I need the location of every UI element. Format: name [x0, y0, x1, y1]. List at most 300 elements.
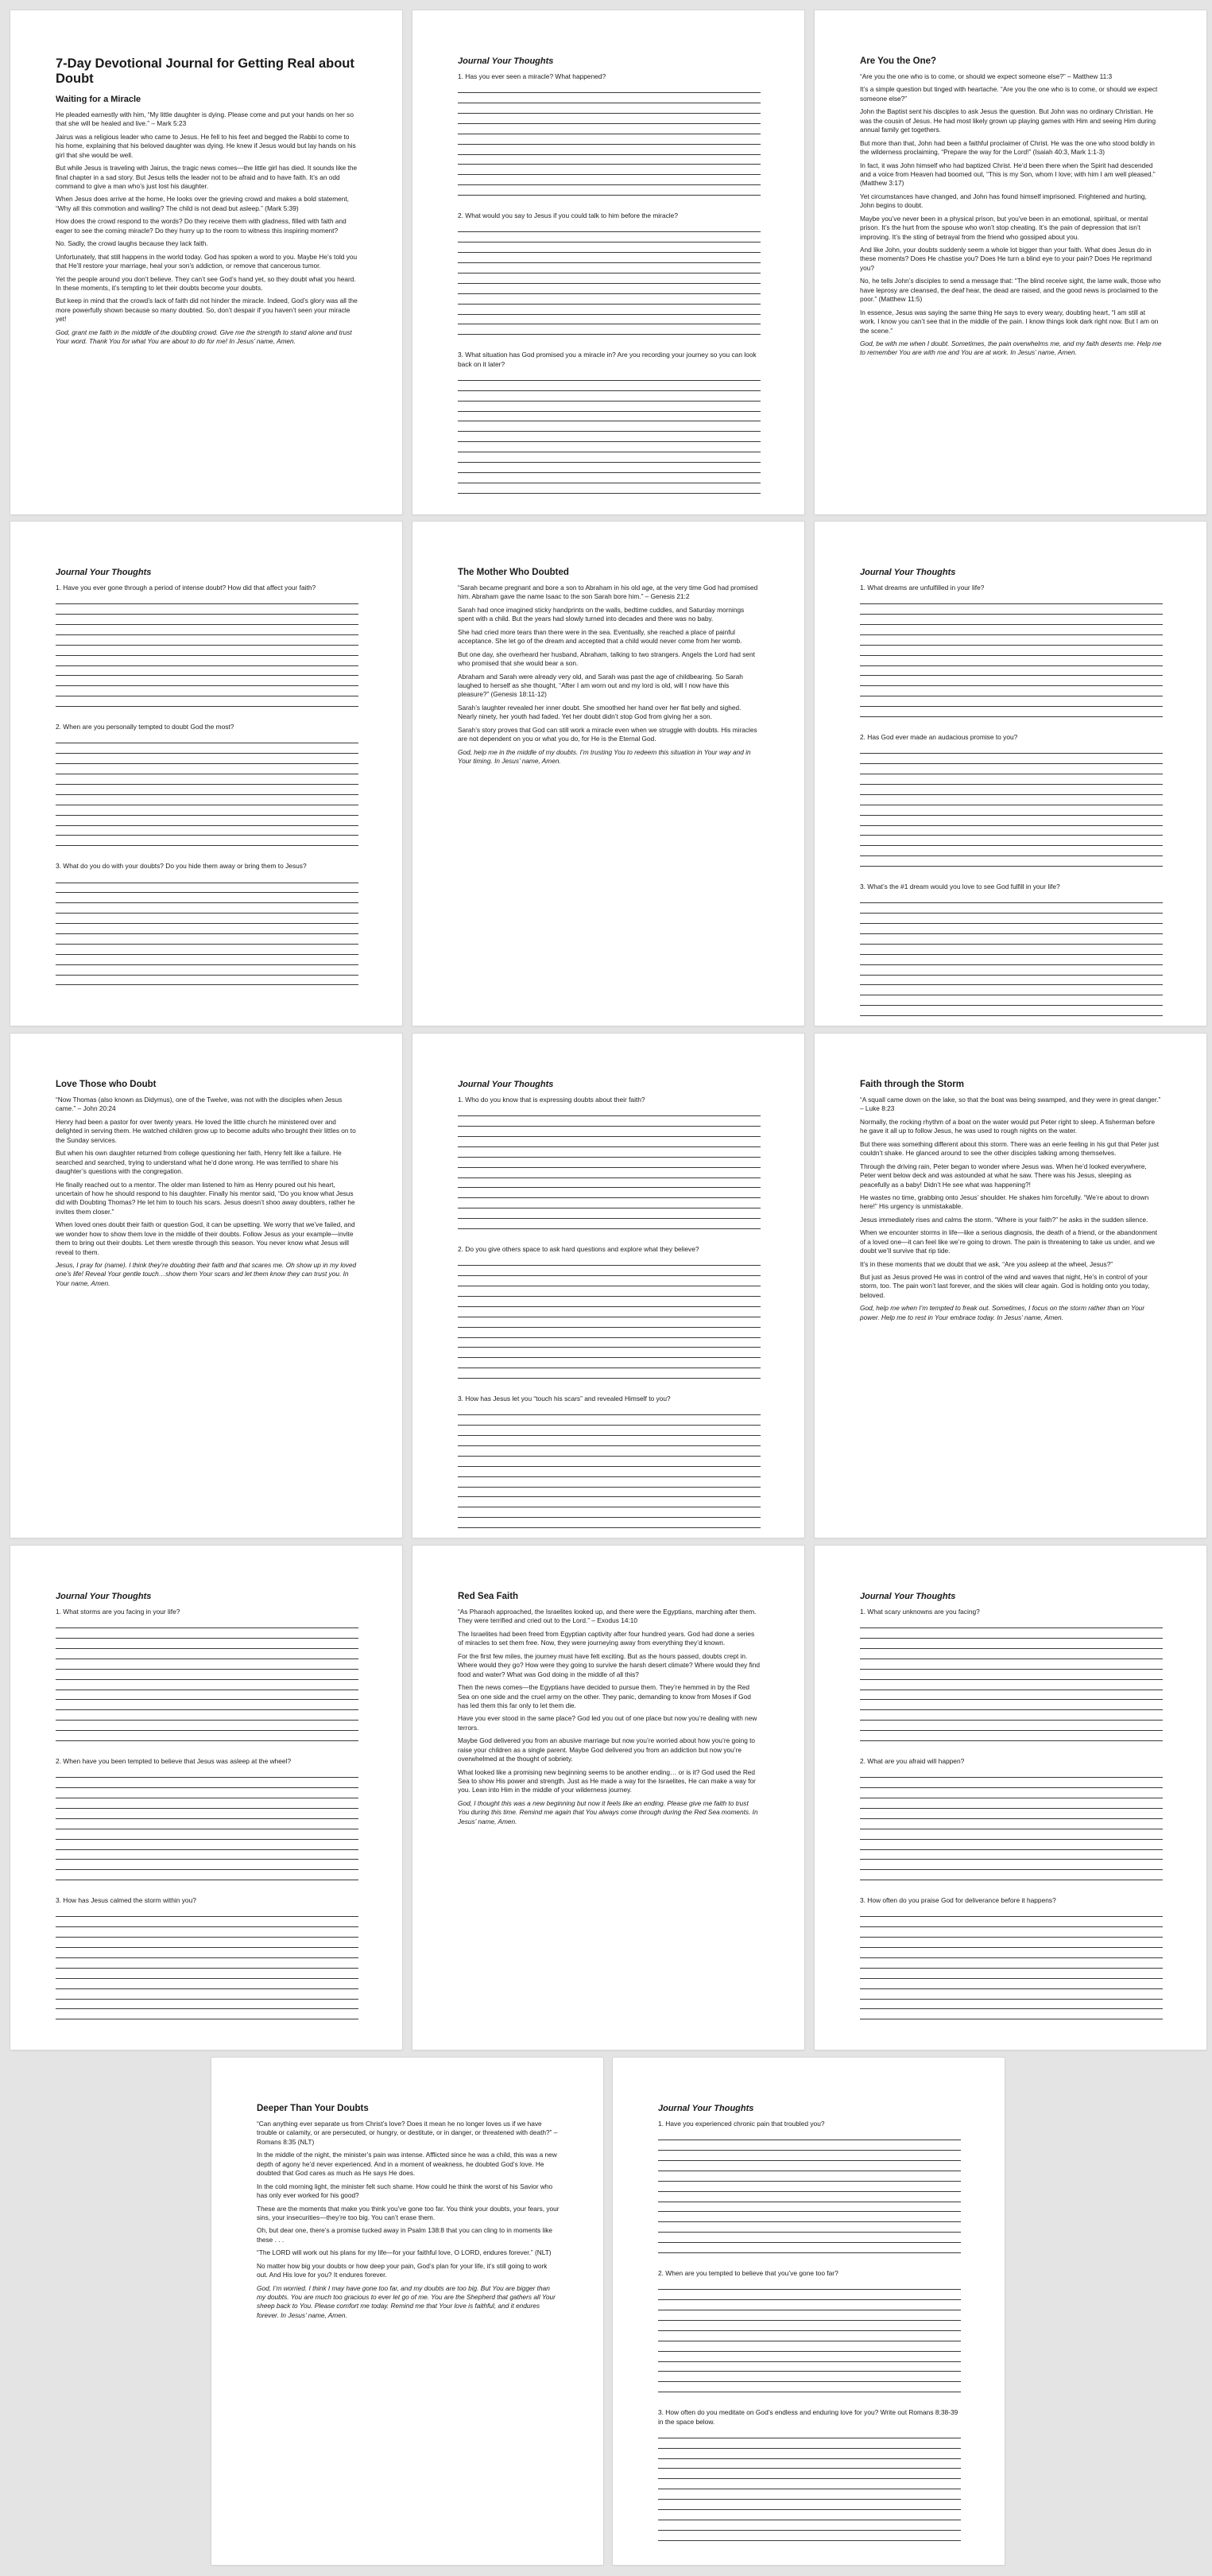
- writing-line[interactable]: [56, 743, 358, 754]
- writing-line[interactable]: [658, 2510, 961, 2520]
- writing-lines[interactable]: [658, 2279, 961, 2392]
- devotional-paragraph: He finally reached out to a mentor. The older man listened to him as Henry poured out his heart, uncertain of how he should respond to his daughter. Finally his mentor said, “Do you know what Jesus did with Doubting Thomas? He let him to touch his scars. Jesus doesn’t shoo away doubters, rather he invites them closer.”: [56, 1180, 355, 1216]
- writing-line[interactable]: [458, 402, 761, 412]
- writing-line[interactable]: [458, 370, 761, 381]
- writing-line[interactable]: [458, 1317, 761, 1328]
- writing-line[interactable]: [860, 686, 1163, 696]
- writing-line[interactable]: [56, 945, 358, 955]
- writing-line[interactable]: [56, 1798, 358, 1809]
- writing-line[interactable]: [658, 2202, 961, 2213]
- writing-line[interactable]: [860, 955, 1163, 965]
- writing-line[interactable]: [658, 2341, 961, 2352]
- journal-question: 1. Have you ever gone through a period of intense doubt? How did that affect your faith?: [56, 584, 316, 592]
- writing-line[interactable]: [56, 976, 358, 986]
- writing-line[interactable]: [860, 656, 1163, 666]
- writing-line[interactable]: [56, 1680, 358, 1690]
- writing-line[interactable]: [458, 253, 761, 263]
- writing-line[interactable]: [658, 2151, 961, 2161]
- writing-line[interactable]: [56, 625, 358, 635]
- writing-line[interactable]: [56, 1649, 358, 1659]
- writing-line[interactable]: [56, 733, 358, 743]
- writing-line[interactable]: [458, 1518, 761, 1528]
- writing-line[interactable]: [860, 604, 1163, 615]
- writing-line[interactable]: [56, 1731, 358, 1741]
- writing-line[interactable]: [458, 1348, 761, 1358]
- writing-line[interactable]: [56, 1958, 358, 1969]
- devotional-paragraph: Through the driving rain, Peter began to wonder where Jesus was. When he’d looked everywhere, Peter went below deck and was astounded at what he saw. There was his Jesus, sleeping as peacefully as a baby! Didn’t He see what was happening?!: [860, 1162, 1147, 1189]
- scripture-quote: “A squall came down on the lake, so that the boat was being swamped, and they were in great danger.” – Luke 8:23: [860, 1096, 1161, 1113]
- writing-line[interactable]: [860, 1690, 1163, 1701]
- writing-line[interactable]: [658, 2182, 961, 2192]
- writing-line[interactable]: [56, 1969, 358, 1979]
- writing-line[interactable]: [458, 1457, 761, 1467]
- devotional-paragraph: No matter how big your doubts or how deep your pain, God’s plan for your life, it’s still going to work out. And His love for you? It endures forever.: [257, 2261, 548, 2279]
- writing-line[interactable]: [860, 934, 1163, 945]
- writing-line[interactable]: [56, 594, 358, 604]
- devotional-title: Red Sea Faith: [458, 1592, 519, 1601]
- writing-line[interactable]: [56, 883, 358, 894]
- writing-line[interactable]: [658, 2279, 961, 2290]
- writing-lines[interactable]: [56, 594, 358, 707]
- writing-line[interactable]: [860, 856, 1163, 867]
- writing-line[interactable]: [56, 1700, 358, 1710]
- writing-lines[interactable]: [458, 1405, 761, 1528]
- writing-line[interactable]: [458, 1116, 761, 1127]
- writing-line[interactable]: [860, 2009, 1163, 2019]
- writing-lines[interactable]: [56, 733, 358, 846]
- writing-lines[interactable]: [56, 873, 358, 986]
- writing-line[interactable]: [860, 1731, 1163, 1741]
- writing-line[interactable]: [860, 785, 1163, 795]
- writing-line[interactable]: [56, 1628, 358, 1639]
- writing-line[interactable]: [860, 795, 1163, 805]
- writing-line[interactable]: [458, 463, 761, 473]
- writing-line[interactable]: [56, 1989, 358, 2000]
- journal-page: [412, 1034, 804, 1538]
- writing-line[interactable]: [458, 1297, 761, 1307]
- writing-line[interactable]: [458, 1415, 761, 1426]
- writing-line[interactable]: [658, 2449, 961, 2459]
- writing-line[interactable]: [860, 1938, 1163, 1948]
- writing-line[interactable]: [458, 442, 761, 452]
- writing-line[interactable]: [658, 2233, 961, 2243]
- writing-line[interactable]: [56, 934, 358, 945]
- writing-line[interactable]: [458, 165, 761, 175]
- devotional-title: Love Those who Doubt: [56, 1080, 157, 1089]
- writing-line[interactable]: [56, 1819, 358, 1829]
- writing-line[interactable]: [56, 836, 358, 846]
- writing-line[interactable]: [458, 1127, 761, 1137]
- writing-line[interactable]: [56, 1618, 358, 1628]
- writing-line[interactable]: [56, 873, 358, 883]
- writing-line[interactable]: [56, 2009, 358, 2019]
- writing-line[interactable]: [860, 676, 1163, 686]
- writing-line[interactable]: [458, 274, 761, 284]
- writing-line[interactable]: [860, 625, 1163, 635]
- writing-line[interactable]: [860, 826, 1163, 836]
- writing-line[interactable]: [458, 432, 761, 442]
- writing-line[interactable]: [860, 646, 1163, 656]
- writing-line[interactable]: [56, 903, 358, 914]
- writing-line[interactable]: [860, 1840, 1163, 1850]
- writing-line[interactable]: [458, 1137, 761, 1147]
- journal-question: 3. What’s the #1 dream would you love to see God fulfill in your life?: [860, 883, 1060, 891]
- writing-line[interactable]: [860, 754, 1163, 764]
- writing-line[interactable]: [860, 1639, 1163, 1649]
- writing-line[interactable]: [860, 1767, 1163, 1778]
- writing-line[interactable]: [458, 1106, 761, 1116]
- writing-lines[interactable]: [56, 1767, 358, 1880]
- writing-line[interactable]: [860, 1958, 1163, 1969]
- writing-line[interactable]: [458, 305, 761, 315]
- writing-line[interactable]: [860, 1670, 1163, 1680]
- writing-line[interactable]: [56, 686, 358, 696]
- writing-line[interactable]: [56, 1690, 358, 1701]
- writing-line[interactable]: [56, 914, 358, 924]
- journal-page: [10, 1546, 402, 2050]
- writing-line[interactable]: [860, 816, 1163, 826]
- journal-question: 2. What are you afraid will happen?: [860, 1757, 965, 1766]
- writing-line[interactable]: [56, 676, 358, 686]
- writing-line[interactable]: [458, 1168, 761, 1178]
- writing-line[interactable]: [56, 1659, 358, 1670]
- writing-line[interactable]: [56, 1948, 358, 1958]
- writing-line[interactable]: [658, 2222, 961, 2233]
- writing-line[interactable]: [458, 452, 761, 463]
- writing-line[interactable]: [56, 1907, 358, 1918]
- writing-line[interactable]: [860, 635, 1163, 646]
- writing-line[interactable]: [860, 666, 1163, 677]
- writing-line[interactable]: [658, 2438, 961, 2449]
- devotional-paragraph: No. Sadly, the crowd laughs because they lack faith.: [56, 239, 208, 248]
- writing-line[interactable]: [56, 635, 358, 646]
- writing-line[interactable]: [458, 1147, 761, 1158]
- writing-line[interactable]: [860, 1927, 1163, 1938]
- writing-line[interactable]: [56, 1767, 358, 1778]
- writing-line[interactable]: [56, 1870, 358, 1880]
- writing-line[interactable]: [458, 1276, 761, 1286]
- writing-line[interactable]: [458, 1405, 761, 1415]
- writing-line[interactable]: [860, 914, 1163, 924]
- writing-line[interactable]: [56, 805, 358, 816]
- writing-line[interactable]: [860, 1680, 1163, 1690]
- writing-line[interactable]: [56, 785, 358, 795]
- writing-line[interactable]: [658, 2469, 961, 2479]
- writing-line[interactable]: [860, 1989, 1163, 2000]
- writing-lines[interactable]: [458, 1255, 761, 1379]
- writing-lines[interactable]: [658, 2428, 961, 2541]
- writing-line[interactable]: [860, 985, 1163, 995]
- devotional-paragraph: When loved ones doubt their faith or question God, it can be upsetting. We worry that we’ve failed, and we wonder how to show them love in the middle of their doubts. Follow Jesus as your example—invite them to bring out their doubts. Let them wrestle through this season. You never know what Jesus will reveal to them.: [56, 1220, 355, 1256]
- writing-line[interactable]: [860, 1006, 1163, 1016]
- writing-line[interactable]: [458, 155, 761, 165]
- writing-line[interactable]: [458, 1208, 761, 1219]
- writing-line[interactable]: [56, 1639, 358, 1649]
- journal-question: 3. How has Jesus let you “touch his scars” and revealed Himself to you?: [458, 1395, 671, 1403]
- writing-line[interactable]: [860, 965, 1163, 976]
- writing-line[interactable]: [56, 1938, 358, 1948]
- writing-line[interactable]: [458, 222, 761, 232]
- writing-line[interactable]: [458, 1446, 761, 1457]
- writing-line[interactable]: [56, 2000, 358, 2010]
- writing-line[interactable]: [458, 421, 761, 432]
- devotional-paragraph: Then the news comes—the Egyptians have decided to pursue them. They’re hemmed in by the Red Sea on one side and the cruel army on the other. They panic, demanding to know from Moses if God has led them this far only to let them die.: [458, 1683, 751, 1709]
- prayer-text: Jesus, I pray for (name). I think they’re doubting their faith and that scares me. Oh show up in my loved one’s life! Reveal Your gentle touch…show them Your scars and let them know they can trust you. In Your name, Amen.: [56, 1261, 357, 1287]
- devotional-paragraph: Unfortunately, that still happens in the world today. God has spoken a word to you. Maybe He’s told you that He’ll restore your marriage, heal your son’s addiction, or remove that cancerous tumor.: [56, 252, 358, 270]
- writing-lines[interactable]: [860, 1618, 1163, 1741]
- writing-line[interactable]: [458, 1488, 761, 1498]
- writing-line[interactable]: [860, 1710, 1163, 1721]
- writing-line[interactable]: [860, 846, 1163, 856]
- writing-line[interactable]: [56, 1809, 358, 1819]
- writing-line[interactable]: [56, 646, 358, 656]
- devotional-paragraph: But keep in mind that the crowd’s lack of faith did not hinder the miracle. Indeed, God’s glory was all the more powerfully shown because so many doubted. So, don’t despair if you haven’t seen your miracle yet!: [56, 297, 358, 324]
- writing-line[interactable]: [56, 1850, 358, 1860]
- writing-line[interactable]: [56, 1670, 358, 1680]
- writing-line[interactable]: [860, 707, 1163, 717]
- journal-question: 3. What do you do with your doubts? Do you hide them away or bring them to Jesus?: [56, 862, 307, 871]
- writing-line[interactable]: [860, 1969, 1163, 1979]
- writing-line[interactable]: [860, 924, 1163, 934]
- writing-lines[interactable]: [860, 1907, 1163, 2020]
- writing-line[interactable]: [860, 1979, 1163, 1989]
- writing-line[interactable]: [458, 483, 761, 494]
- writing-line[interactable]: [458, 1178, 761, 1189]
- writing-line[interactable]: [860, 976, 1163, 986]
- writing-line[interactable]: [56, 816, 358, 826]
- writing-line[interactable]: [658, 2372, 961, 2382]
- writing-line[interactable]: [458, 242, 761, 253]
- writing-line[interactable]: [658, 2428, 961, 2438]
- writing-line[interactable]: [56, 615, 358, 625]
- devotional-paragraph: Sarah’s story proves that God can still work a miracle even when we struggle with doubts. His miracles are not dependent on you or what you do, for He is the Eternal God.: [458, 725, 757, 743]
- devotional-title: Are You the One?: [860, 56, 937, 66]
- writing-line[interactable]: [860, 1618, 1163, 1628]
- writing-line[interactable]: [860, 893, 1163, 903]
- writing-line[interactable]: [56, 795, 358, 805]
- writing-line[interactable]: [56, 893, 358, 903]
- writing-line[interactable]: [458, 1338, 761, 1348]
- writing-line[interactable]: [658, 2243, 961, 2253]
- writing-line[interactable]: [56, 1979, 358, 1989]
- writing-line[interactable]: [658, 2352, 961, 2362]
- writing-line[interactable]: [458, 1255, 761, 1266]
- journal-question: 3. What situation has God promised you a miracle in? Are you recording your journey so you can look back on it later?: [458, 351, 757, 368]
- writing-line[interactable]: [860, 1860, 1163, 1870]
- writing-line[interactable]: [860, 1948, 1163, 1958]
- writing-line[interactable]: [458, 1188, 761, 1198]
- writing-line[interactable]: [56, 1778, 358, 1788]
- writing-line[interactable]: [658, 2520, 961, 2531]
- writing-line[interactable]: [860, 1809, 1163, 1819]
- writing-line[interactable]: [658, 2140, 961, 2151]
- writing-line[interactable]: [860, 743, 1163, 754]
- journal-question: 1. Has you ever seen a miracle? What happened?: [458, 72, 606, 80]
- writing-line[interactable]: [860, 2000, 1163, 2010]
- writing-lines[interactable]: [56, 1618, 358, 1741]
- writing-line[interactable]: [458, 1358, 761, 1368]
- writing-line[interactable]: [56, 1829, 358, 1840]
- writing-line[interactable]: [458, 1507, 761, 1518]
- journal-page: [815, 1546, 1206, 2050]
- writing-line[interactable]: [860, 1788, 1163, 1798]
- writing-line[interactable]: [56, 1860, 358, 1870]
- writing-line[interactable]: [458, 134, 761, 145]
- writing-lines[interactable]: [860, 594, 1163, 717]
- writing-line[interactable]: [458, 381, 761, 391]
- writing-line[interactable]: [860, 594, 1163, 604]
- writing-line[interactable]: [458, 1368, 761, 1379]
- writing-line[interactable]: [658, 2290, 961, 2300]
- writing-line[interactable]: [860, 945, 1163, 955]
- devotional-paragraph: Jairus was a religious leader who came to Jesus. He fell to his feet and begged the Rabbi to come to his home, explaining that his beloved daughter was dying. He knew if Jesus would but lay hands on his girl that she would be well.: [56, 132, 356, 159]
- writing-line[interactable]: [860, 805, 1163, 816]
- writing-line[interactable]: [56, 754, 358, 764]
- writing-line[interactable]: [658, 2212, 961, 2222]
- writing-line[interactable]: [56, 1917, 358, 1927]
- writing-line[interactable]: [56, 1840, 358, 1850]
- writing-line[interactable]: [860, 1850, 1163, 1860]
- writing-line[interactable]: [658, 2500, 961, 2510]
- writing-line[interactable]: [56, 764, 358, 774]
- writing-line[interactable]: [860, 1628, 1163, 1639]
- writing-line[interactable]: [458, 175, 761, 185]
- writing-line[interactable]: [458, 145, 761, 155]
- writing-line[interactable]: [458, 284, 761, 294]
- journal-question: 3. How has Jesus calmed the storm within you?: [56, 1896, 196, 1905]
- writing-line[interactable]: [658, 2479, 961, 2489]
- writing-line[interactable]: [458, 473, 761, 483]
- writing-line[interactable]: [458, 324, 761, 335]
- writing-line[interactable]: [458, 1266, 761, 1276]
- writing-line[interactable]: [56, 826, 358, 836]
- writing-line[interactable]: [458, 263, 761, 274]
- writing-line[interactable]: [458, 1477, 761, 1488]
- writing-line[interactable]: [458, 124, 761, 134]
- writing-line[interactable]: [458, 1426, 761, 1436]
- writing-line[interactable]: [658, 2459, 961, 2469]
- writing-line[interactable]: [458, 294, 761, 305]
- writing-line[interactable]: [658, 2531, 961, 2541]
- writing-lines[interactable]: [860, 1767, 1163, 1880]
- writing-line[interactable]: [658, 2489, 961, 2500]
- writing-lines[interactable]: [458, 222, 761, 335]
- writing-line[interactable]: [56, 656, 358, 666]
- writing-lines[interactable]: [458, 1106, 761, 1229]
- journal-question: 2. When have you been tempted to believe that Jesus was asleep at the wheel?: [56, 1757, 292, 1766]
- writing-line[interactable]: [458, 83, 761, 93]
- writing-line[interactable]: [658, 2382, 961, 2392]
- writing-lines[interactable]: [458, 83, 761, 196]
- writing-line[interactable]: [860, 1870, 1163, 1880]
- writing-line[interactable]: [658, 2300, 961, 2310]
- journal-question: 1. Who do you know that is expressing doubts about their faith?: [458, 1096, 645, 1104]
- writing-line[interactable]: [860, 1721, 1163, 1731]
- devotional-paragraph: When we encounter storms in life—like a serious diagnosis, the death of a friend, or the abandonment of a loved one—it can feel like we’re going to drown. The pain is threatening to take us under, and we doubt we’ll survive that rip tide.: [860, 1228, 1158, 1255]
- writing-line[interactable]: [56, 955, 358, 965]
- writing-line[interactable]: [860, 615, 1163, 625]
- writing-line[interactable]: [458, 1219, 761, 1229]
- writing-line[interactable]: [860, 1778, 1163, 1788]
- writing-line[interactable]: [658, 2192, 961, 2202]
- writing-line[interactable]: [458, 1198, 761, 1208]
- writing-line[interactable]: [56, 965, 358, 976]
- writing-line[interactable]: [56, 1788, 358, 1798]
- writing-lines[interactable]: [860, 893, 1163, 1016]
- journal-title: Journal Your Thoughts: [458, 56, 554, 66]
- writing-line[interactable]: [860, 903, 1163, 914]
- writing-line[interactable]: [56, 924, 358, 934]
- writing-line[interactable]: [56, 774, 358, 785]
- writing-line[interactable]: [56, 1927, 358, 1938]
- writing-line[interactable]: [458, 1286, 761, 1297]
- devotional-title: Waiting for a Miracle: [56, 94, 141, 104]
- devotional-paragraph: How does the crowd respond to the words? Do they receive them with gladness, filled with faith and eager to see the coming miracle? Do they hurry up to the room to witness this inspiring moment?: [56, 217, 347, 235]
- writing-line[interactable]: [658, 2161, 961, 2171]
- writing-line[interactable]: [658, 2331, 961, 2341]
- writing-line[interactable]: [860, 1649, 1163, 1659]
- writing-line[interactable]: [860, 774, 1163, 785]
- writing-line[interactable]: [458, 412, 761, 422]
- devotional-page: [815, 1034, 1206, 1538]
- writing-line[interactable]: [860, 1819, 1163, 1829]
- writing-line[interactable]: [458, 1307, 761, 1317]
- journal-title: Journal Your Thoughts: [860, 568, 956, 577]
- writing-line[interactable]: [860, 1700, 1163, 1710]
- writing-line[interactable]: [458, 391, 761, 402]
- writing-line[interactable]: [458, 1497, 761, 1507]
- writing-line[interactable]: [658, 2171, 961, 2182]
- writing-line[interactable]: [458, 1328, 761, 1338]
- writing-line[interactable]: [860, 1917, 1163, 1927]
- writing-line[interactable]: [56, 696, 358, 707]
- writing-line[interactable]: [860, 1798, 1163, 1809]
- writing-line[interactable]: [56, 1710, 358, 1721]
- writing-line[interactable]: [458, 1158, 761, 1168]
- writing-line[interactable]: [458, 1436, 761, 1446]
- writing-line[interactable]: [56, 666, 358, 677]
- writing-line[interactable]: [458, 1467, 761, 1477]
- writing-line[interactable]: [658, 2130, 961, 2140]
- writing-line[interactable]: [860, 1907, 1163, 1918]
- writing-line[interactable]: [458, 232, 761, 242]
- writing-line[interactable]: [56, 1721, 358, 1731]
- writing-lines[interactable]: [56, 1907, 358, 2020]
- writing-line[interactable]: [860, 1659, 1163, 1670]
- prayer-text: God, grant me faith in the middle of the doubting crowd. Give me the strength to stand alone and trust Your word. Thank You for what You are about to do for me! In Jesus’ name, Amen.: [56, 328, 352, 346]
- writing-line[interactable]: [860, 696, 1163, 707]
- writing-line[interactable]: [458, 114, 761, 124]
- writing-line[interactable]: [458, 315, 761, 325]
- writing-line[interactable]: [860, 836, 1163, 846]
- writing-line[interactable]: [458, 93, 761, 103]
- writing-line[interactable]: [56, 604, 358, 615]
- writing-lines[interactable]: [458, 370, 761, 494]
- writing-lines[interactable]: [658, 2130, 961, 2253]
- writing-line[interactable]: [658, 2310, 961, 2321]
- writing-line[interactable]: [860, 995, 1163, 1006]
- writing-line[interactable]: [860, 1829, 1163, 1840]
- devotional-paragraph: No, he tells John’s disciples to send a message that: “The blind receive sight, the lame walk, those who have leprosy are cleansed, the deaf hear, the dead are raised, and the good news is proclaimed to the poor.” (Matthew 11:5): [860, 277, 1161, 304]
- writing-line[interactable]: [458, 103, 761, 114]
- writing-line[interactable]: [658, 2321, 961, 2331]
- writing-line[interactable]: [458, 185, 761, 196]
- writing-line[interactable]: [860, 764, 1163, 774]
- devotional-paragraph: What looked like a promising new beginning seems to be another ending… or is it? God used the Red Sea to show His power and strength. Just as He made a way for the Israelites, He can make a way for you. Lean into Him in the middle of your wilderness journey.: [458, 1767, 756, 1794]
- writing-line[interactable]: [658, 2362, 961, 2372]
- writing-lines[interactable]: [860, 743, 1163, 867]
- devotional-paragraph: John the Baptist sent his disciples to ask Jesus the question. But John was no ordinary Christian. He was the cousin of Jesus. He had most likely grown up playing games with Him and seeing Him during annual family get togethers.: [860, 107, 1156, 134]
